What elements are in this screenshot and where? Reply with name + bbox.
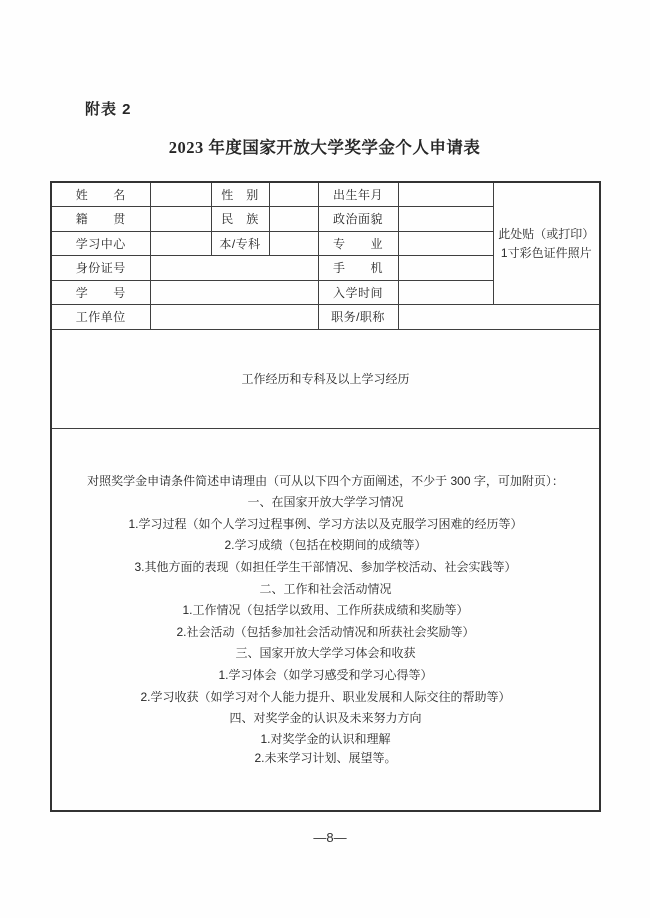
reason-line: 一、在国家开放大学学习情况 — [247, 495, 404, 510]
birth-date-value-cell — [398, 182, 493, 207]
reason-line: 2.学习收获（如学习对个人能力提升、职业发展和人际交往的帮助等） — [140, 689, 511, 704]
political-status-value-cell — [398, 207, 493, 232]
table-row — [51, 329, 600, 428]
reason-line: 三、国家开放大学学习体会和收获 — [235, 646, 416, 661]
native-place-value-cell — [150, 207, 211, 232]
table-row — [51, 428, 600, 811]
gender-label: 性 别 — [211, 182, 269, 207]
work-unit-label: 工作单位 — [51, 305, 150, 330]
learning-center-label: 学习中心 — [51, 231, 150, 256]
photo-instruction-text: 此处贴（或打印）1寸彩色证件照片 — [498, 226, 595, 260]
photo-placeholder-cell — [493, 182, 600, 305]
degree-level-label: 本/专科 — [211, 231, 269, 256]
enrollment-date-label: 入学时间 — [318, 280, 398, 305]
reason-line: 1.工作情况（包括学以致用、工作所获成绩和奖励等） — [182, 603, 469, 618]
student-id-label: 学 号 — [51, 280, 150, 305]
id-number-value-cell — [150, 256, 318, 281]
ethnicity-value-cell — [269, 207, 318, 232]
major-label: 专 业 — [318, 231, 398, 256]
position-title-label: 职务/职称 — [318, 305, 398, 330]
enrollment-date-value-cell — [398, 280, 493, 305]
reason-line: 1.学习体会（如学习感受和学习心得等） — [218, 668, 433, 683]
birth-date-label: 出生年月 — [318, 182, 398, 207]
experience-section-cell — [51, 329, 600, 428]
reason-line: 2.学习成绩（包括在校期间的成绩等） — [224, 538, 427, 553]
name-label: 姓 名 — [51, 182, 150, 207]
page-number: —8— — [313, 830, 347, 845]
table-row — [51, 305, 600, 330]
id-number-label: 身份证号 — [51, 256, 150, 281]
learning-center-value-cell — [150, 231, 211, 256]
reason-prompt: 对照奖学金申请条件简述申请理由（可从以下四个方面阐述，不少于 300 字，可加附页）： — [87, 473, 564, 488]
work-unit-value-cell — [150, 305, 318, 330]
appendix-label: 附表 2 — [85, 101, 132, 118]
ethnicity-label: 民 族 — [211, 207, 269, 232]
reason-line: 3.其他方面的表现（如担任学生干部情况、参加学校活动、社会实践等） — [134, 560, 517, 575]
political-status-label: 政治面貌 — [318, 207, 398, 232]
degree-level-value-cell — [269, 231, 318, 256]
experience-section-label: 工作经历和专科及以上学习经历 — [241, 372, 410, 386]
position-title-value-cell — [398, 305, 600, 330]
reason-line: 2.社会活动（包括参加社会活动情况和所获社会奖励等） — [176, 624, 475, 639]
gender-value-cell — [269, 182, 318, 207]
applicant-info-table — [50, 181, 601, 812]
page-title: 2023 年度国家开放大学奖学金个人申请表 — [168, 138, 481, 157]
reason-line: 四、对奖学金的认识及未来努力方向 — [229, 711, 422, 726]
table-row — [51, 182, 600, 207]
mobile-label: 手 机 — [318, 256, 398, 281]
reason-line: 二、工作和社会活动情况 — [259, 581, 392, 596]
student-id-value-cell — [150, 280, 318, 305]
name-value-cell — [150, 182, 211, 207]
native-place-label: 籍 贯 — [51, 207, 150, 232]
reason-line: 1.对奖学金的认识和理解 — [260, 731, 391, 746]
major-value-cell — [398, 231, 493, 256]
reason-line: 2.未来学习计划、展望等。 — [254, 750, 397, 765]
reason-line: 1.学习过程（如个人学习过程事例、学习方法以及克服学习困难的经历等） — [128, 516, 523, 531]
mobile-value-cell — [398, 256, 493, 281]
reason-section-cell — [51, 428, 600, 811]
